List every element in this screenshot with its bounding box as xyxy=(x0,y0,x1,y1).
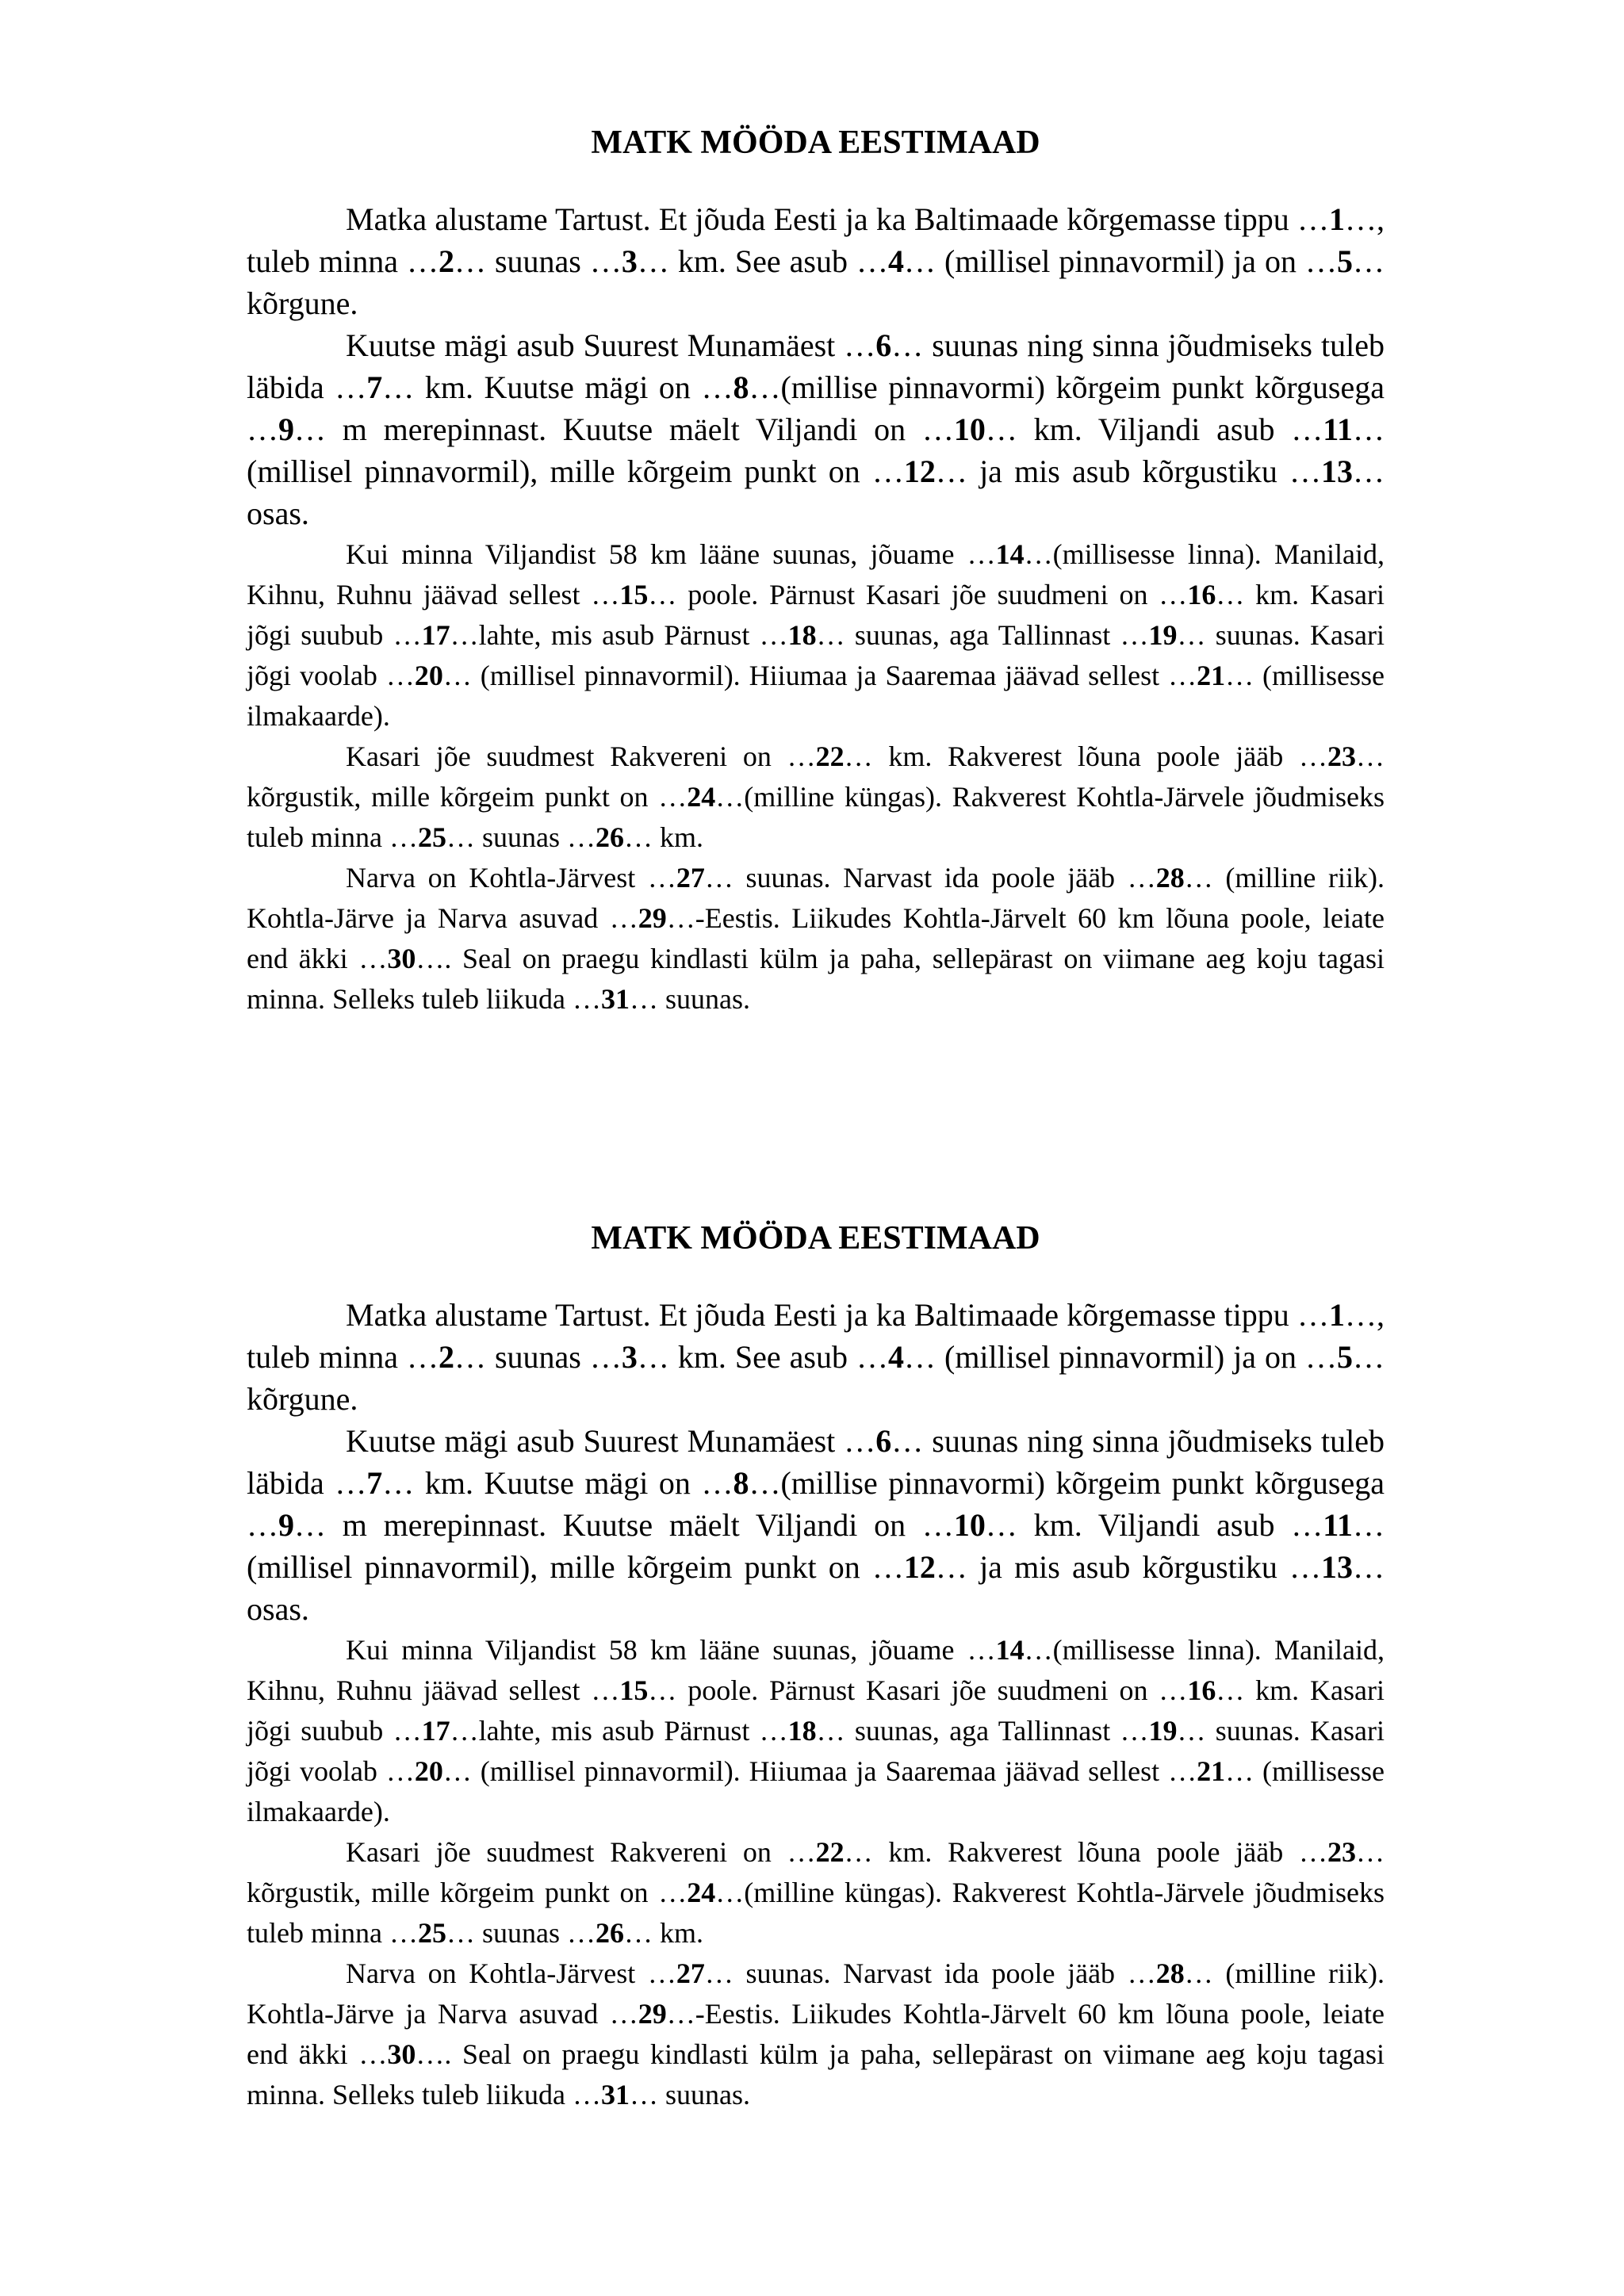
text-segment: Matka alustame Tartust. Et jõuda Eesti ja ka Baltimaade kõrgemasse tippu … xyxy=(346,1297,1329,1333)
blank-number: 2 xyxy=(438,243,454,279)
paragraph-rakvere xyxy=(247,1832,1385,1954)
text-segment: … km. Viljandi asub … xyxy=(985,411,1323,447)
blank-number: 1 xyxy=(1329,1297,1345,1333)
paragraph-parnu xyxy=(247,1630,1385,1832)
text-segment: …. Seal on praegu kindlasti külm ja paha, sellepärast on viimane aeg koju tagasi minna. Selleks tuleb liikuda … xyxy=(247,2038,1385,2110)
text-segment: Kasari jõe suudmest Rakvereni on … xyxy=(346,740,816,772)
blank-number: 31 xyxy=(600,2079,630,2110)
blank-number: 25 xyxy=(417,821,446,853)
blank-number: 19 xyxy=(1148,619,1178,651)
blank-number: 16 xyxy=(1187,1674,1216,1706)
text-segment: … km. Kuutse mägi on … xyxy=(382,369,733,405)
blank-number: 23 xyxy=(1327,1836,1356,1868)
text-segment: … suunas. Narvast ida poole jääb … xyxy=(704,1957,1156,1989)
text-segment: … (millisesse ilmakaarde). xyxy=(247,1755,1385,1827)
blank-number: 8 xyxy=(733,1465,749,1501)
worksheet-copy-1 xyxy=(247,119,1385,1020)
blank-number: 21 xyxy=(1197,1755,1226,1787)
text-segment: … poole. Pärnust Kasari jõe suudmeni on … xyxy=(648,579,1188,610)
blank-number: 18 xyxy=(787,1715,817,1747)
text-segment: … km. Kuutse mägi on … xyxy=(382,1465,733,1501)
text-segment: … suunas, aga Tallinnast … xyxy=(816,1715,1149,1747)
blank-number: 9 xyxy=(278,411,294,447)
text-segment: Kuutse mägi asub Suurest Munamäest … xyxy=(346,1423,876,1459)
text-segment: … km. See asub … xyxy=(637,243,888,279)
blank-number: 26 xyxy=(595,1917,624,1949)
blank-number: 30 xyxy=(387,943,416,974)
blank-number: 4 xyxy=(888,243,904,279)
text-segment: … km. See asub … xyxy=(637,1339,888,1375)
text-segment: … suunas … xyxy=(454,1339,622,1375)
blank-number: 15 xyxy=(619,1674,649,1706)
text-segment: … (milline riik). Kohtla-Järve ja Narva asuvad … xyxy=(247,1957,1385,2030)
paragraph-narva xyxy=(247,858,1385,1020)
worksheet-title: MATK MÖÖDA EESTIMAAD xyxy=(591,1220,1040,1257)
blank-number: 22 xyxy=(815,740,845,772)
blank-number: 22 xyxy=(815,1836,845,1868)
text-segment: …(millise pinnavormi) kõrgeim punkt kõrgusega … xyxy=(247,369,1385,447)
paragraph-start xyxy=(247,198,1385,324)
text-segment: … kõrgustik, mille kõrgeim punkt on … xyxy=(247,740,1385,813)
text-segment: … ja mis asub kõrgustiku … xyxy=(935,453,1321,489)
text-segment: … (millisel pinnavormil), mille kõrgeim punkt on … xyxy=(247,1507,1385,1585)
text-segment: Narva on Kohtla-Järvest … xyxy=(346,862,676,894)
blank-number: 13 xyxy=(1321,1549,1353,1585)
text-segment: … (millisesse ilmakaarde). xyxy=(247,660,1385,732)
blank-number: 17 xyxy=(421,619,450,651)
blank-number: 5 xyxy=(1337,243,1353,279)
blank-number: 12 xyxy=(903,453,936,489)
text-segment: … poole. Pärnust Kasari jõe suudmeni on … xyxy=(648,1674,1188,1706)
text-segment: … suunas. Kasari jõgi voolab … xyxy=(247,1715,1385,1787)
paragraph-parnu xyxy=(247,534,1385,737)
text-segment: …(milline küngas). Rakverest Kohtla-Järvele jõudmiseks tuleb minna … xyxy=(247,781,1385,853)
text-segment: …-Eestis. Liikudes Kohtla-Järvelt 60 km lõuna poole, leiate end äkki … xyxy=(247,1998,1385,2070)
text-segment: …lahte, mis asub Pärnust … xyxy=(450,619,788,651)
text-segment: …(millisesse linna). Manilaid, Kihnu, Ruhnu jäävad sellest … xyxy=(247,1634,1385,1706)
blank-number: 3 xyxy=(621,243,638,279)
blank-number: 30 xyxy=(387,2038,416,2070)
blank-number: 14 xyxy=(995,1634,1025,1666)
blank-number: 28 xyxy=(1155,1957,1185,1989)
blank-number: 7 xyxy=(366,1465,383,1501)
text-segment: … km. Rakverest lõuna poole jääb … xyxy=(844,1836,1327,1868)
text-segment: …. Seal on praegu kindlasti külm ja paha, sellepärast on viimane aeg koju tagasi minna. Selleks tuleb liikuda … xyxy=(247,943,1385,1015)
text-segment: … suunas ning sinna jõudmiseks tuleb läbida … xyxy=(247,327,1385,405)
text-segment: … km. xyxy=(623,1917,703,1949)
blank-number: 13 xyxy=(1321,453,1353,489)
text-segment: … km. Rakverest lõuna poole jääb … xyxy=(844,740,1327,772)
text-segment: … km. xyxy=(623,821,703,853)
text-segment: … suunas. Narvast ida poole jääb … xyxy=(704,862,1156,894)
blank-number: 11 xyxy=(1323,411,1353,447)
paragraph-narva xyxy=(247,1954,1385,2115)
text-segment: … (millisel pinnavormil) ja on … xyxy=(904,1339,1337,1375)
text-segment: …-Eestis. Liikudes Kohtla-Järvelt 60 km lõuna poole, leiate end äkki … xyxy=(247,902,1385,974)
blank-number: 18 xyxy=(787,619,817,651)
blank-number: 4 xyxy=(888,1339,904,1375)
text-segment: … kõrgune. xyxy=(247,243,1385,321)
text-segment: … osas. xyxy=(247,453,1385,531)
blank-number: 10 xyxy=(953,411,986,447)
text-segment: … suunas. xyxy=(629,2079,750,2110)
text-segment: … km. Kasari jõgi suubub … xyxy=(247,1674,1385,1747)
text-segment: Kui minna Viljandist 58 km lääne suunas, jõuame … xyxy=(346,1634,996,1666)
worksheet-copy-2 xyxy=(247,1215,1385,2115)
text-segment: … osas. xyxy=(247,1549,1385,1627)
text-segment: Kui minna Viljandist 58 km lääne suunas, jõuame … xyxy=(346,538,996,570)
blank-number: 16 xyxy=(1187,579,1216,610)
blank-number: 12 xyxy=(903,1549,936,1585)
text-segment: …, tuleb minna … xyxy=(247,201,1385,279)
blank-number: 23 xyxy=(1327,740,1356,772)
blank-number: 29 xyxy=(638,902,667,934)
text-segment: … (millisel pinnavormil) ja on … xyxy=(904,243,1337,279)
text-segment: … km. Kasari jõgi suubub … xyxy=(247,579,1385,651)
blank-number: 2 xyxy=(438,1339,454,1375)
text-segment: … suunas … xyxy=(454,243,622,279)
blank-number: 25 xyxy=(417,1917,446,1949)
text-segment: … suunas. Kasari jõgi voolab … xyxy=(247,619,1385,691)
text-segment: … (millisel pinnavormil). Hiiumaa ja Saaremaa jäävad sellest … xyxy=(442,1755,1197,1787)
text-segment: … (millisel pinnavormil). Hiiumaa ja Saaremaa jäävad sellest … xyxy=(442,660,1197,691)
blank-number: 10 xyxy=(953,1507,986,1543)
text-segment: Matka alustame Tartust. Et jõuda Eesti ja ka Baltimaade kõrgemasse tippu … xyxy=(346,201,1329,237)
blank-number: 24 xyxy=(687,781,716,813)
text-segment: Kuutse mägi asub Suurest Munamäest … xyxy=(346,327,876,363)
blank-number: 27 xyxy=(676,862,705,894)
blank-number: 29 xyxy=(638,1998,667,2030)
paragraph-rakvere xyxy=(247,737,1385,858)
blank-number: 17 xyxy=(421,1715,450,1747)
blank-number: 26 xyxy=(595,821,624,853)
paragraph-kuutse xyxy=(247,1420,1385,1630)
text-segment: … suunas. xyxy=(629,983,750,1015)
text-segment: …, tuleb minna … xyxy=(247,1297,1385,1375)
text-segment: …(milline küngas). Rakverest Kohtla-Järvele jõudmiseks tuleb minna … xyxy=(247,1877,1385,1949)
blank-number: 20 xyxy=(414,1755,443,1787)
paragraph-start xyxy=(247,1294,1385,1420)
blank-number: 28 xyxy=(1155,862,1185,894)
text-segment: … m merepinnast. Kuutse mäelt Viljandi on … xyxy=(294,1507,954,1543)
text-segment: Kasari jõe suudmest Rakvereni on … xyxy=(346,1836,816,1868)
text-segment: …lahte, mis asub Pärnust … xyxy=(450,1715,788,1747)
text-segment: …(millisesse linna). Manilaid, Kihnu, Ruhnu jäävad sellest … xyxy=(247,538,1385,610)
text-segment: … suunas … xyxy=(446,1917,596,1949)
worksheet-title: MATK MÖÖDA EESTIMAAD xyxy=(591,124,1040,161)
text-segment: … suunas … xyxy=(446,821,596,853)
text-segment: … suunas ning sinna jõudmiseks tuleb läbida … xyxy=(247,1423,1385,1501)
blank-number: 5 xyxy=(1337,1339,1353,1375)
blank-number: 11 xyxy=(1323,1507,1353,1543)
paragraph-kuutse xyxy=(247,324,1385,534)
text-segment: … (millisel pinnavormil), mille kõrgeim punkt on … xyxy=(247,411,1385,489)
blank-number: 20 xyxy=(414,660,443,691)
text-segment: … kõrgune. xyxy=(247,1339,1385,1417)
blank-number: 6 xyxy=(875,327,892,363)
blank-number: 24 xyxy=(687,1877,716,1908)
text-segment: Narva on Kohtla-Järvest … xyxy=(346,1957,676,1989)
blank-number: 14 xyxy=(995,538,1025,570)
text-segment: … km. Viljandi asub … xyxy=(985,1507,1323,1543)
text-segment: … m merepinnast. Kuutse mäelt Viljandi on … xyxy=(294,411,954,447)
blank-number: 21 xyxy=(1197,660,1226,691)
blank-number: 1 xyxy=(1329,201,1345,237)
blank-number: 19 xyxy=(1148,1715,1178,1747)
blank-number: 9 xyxy=(278,1507,294,1543)
text-segment: … kõrgustik, mille kõrgeim punkt on … xyxy=(247,1836,1385,1908)
blank-number: 7 xyxy=(366,369,383,405)
blank-number: 27 xyxy=(676,1957,705,1989)
blank-number: 8 xyxy=(733,369,749,405)
text-segment: … (milline riik). Kohtla-Järve ja Narva asuvad … xyxy=(247,862,1385,934)
text-segment: … ja mis asub kõrgustiku … xyxy=(935,1549,1321,1585)
text-segment: … suunas, aga Tallinnast … xyxy=(816,619,1149,651)
blank-number: 15 xyxy=(619,579,649,610)
blank-number: 31 xyxy=(600,983,630,1015)
text-segment: …(millise pinnavormi) kõrgeim punkt kõrgusega … xyxy=(247,1465,1385,1543)
blank-number: 3 xyxy=(621,1339,638,1375)
blank-number: 6 xyxy=(875,1423,892,1459)
